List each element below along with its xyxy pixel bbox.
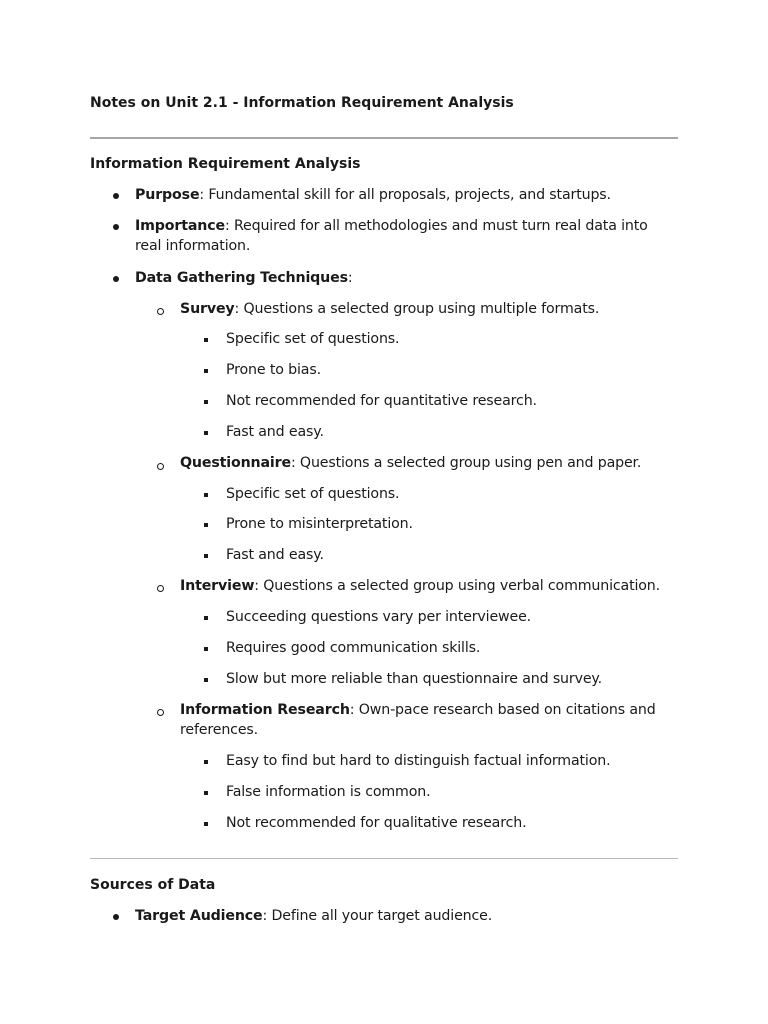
bullet-target-audience — [113, 914, 119, 920]
term-interview: Interview — [180, 578, 255, 594]
square-bullet — [204, 822, 208, 826]
sub-bullet-research — [157, 709, 164, 716]
list-item-point: Fast and easy. — [226, 547, 324, 563]
term-techniques: Data Gathering Techniques — [135, 270, 348, 286]
list-item-point: Prone to misinterpretation. — [226, 516, 413, 532]
title-divider — [90, 137, 678, 139]
list-item-survey — [180, 299, 676, 319]
list-item-point: Prone to bias. — [226, 362, 321, 378]
document-title: Notes on Unit 2.1 - Information Requirement Analysis — [90, 95, 514, 111]
square-bullet — [204, 678, 208, 682]
list-item-questionnaire — [180, 453, 676, 473]
square-bullet — [204, 647, 208, 651]
list-item-point: Not recommended for quantitative research. — [226, 393, 537, 409]
square-bullet — [204, 493, 208, 497]
list-item-point: Fast and easy. — [226, 424, 324, 440]
square-bullet — [204, 523, 208, 527]
text-importance: : Required for all methodologies and must turn real data into real information. — [135, 218, 648, 254]
square-bullet — [204, 554, 208, 558]
term-research: Information Research — [180, 702, 350, 718]
square-bullet — [204, 431, 208, 435]
sub-bullet-questionnaire — [157, 463, 164, 470]
bullet-techniques — [113, 276, 119, 282]
list-item-purpose — [135, 185, 675, 205]
text-research: : Own-pace research based on citations and references. — [180, 702, 656, 738]
list-item-techniques — [135, 268, 675, 288]
text-questionnaire: : Questions a selected group using pen and paper. — [290, 455, 642, 471]
bullet-purpose — [113, 193, 119, 199]
list-item-point: Slow but more reliable than questionnaire and survey. — [226, 671, 602, 687]
text-purpose: : Fundamental skill for all proposals, projects, and startups. — [199, 187, 611, 203]
term-importance: Importance — [135, 218, 225, 234]
square-bullet — [204, 791, 208, 795]
text-interview: : Questions a selected group using verbal communication. — [254, 578, 661, 594]
term-target-audience: Target Audience — [135, 908, 263, 924]
term-purpose: Purpose — [135, 187, 200, 203]
section-heading-info-requirement: Information Requirement Analysis — [90, 156, 361, 172]
list-item-point: False information is common. — [226, 784, 431, 800]
square-bullet — [204, 760, 208, 764]
section-divider — [90, 858, 678, 859]
list-item-target-audience — [135, 906, 675, 926]
list-item-point: Specific set of questions. — [226, 486, 400, 502]
square-bullet — [204, 369, 208, 373]
list-item-importance — [135, 216, 675, 256]
sub-bullet-survey — [157, 308, 164, 315]
bullet-importance — [113, 224, 119, 230]
square-bullet — [204, 400, 208, 404]
list-item-point: Succeeding questions vary per interviewee. — [226, 609, 532, 625]
list-item-point: Specific set of questions. — [226, 331, 400, 347]
square-bullet — [204, 338, 208, 342]
sub-bullet-interview — [157, 585, 164, 592]
text-target-audience: : Define all your target audience. — [262, 908, 493, 924]
list-item-point: Not recommended for qualitative research. — [226, 815, 527, 831]
list-item-research — [180, 700, 676, 740]
term-questionnaire: Questionnaire — [180, 455, 291, 471]
term-survey: Survey — [180, 301, 235, 317]
section-heading-sources-of-data: Sources of Data — [90, 877, 216, 893]
text-survey: : Questions a selected group using multiple formats. — [234, 301, 600, 317]
text-techniques: : — [347, 270, 353, 286]
list-item-point: Easy to find but hard to distinguish factual information. — [226, 753, 611, 769]
list-item-point: Requires good communication skills. — [226, 640, 481, 656]
square-bullet — [204, 616, 208, 620]
list-item-interview — [180, 576, 676, 596]
